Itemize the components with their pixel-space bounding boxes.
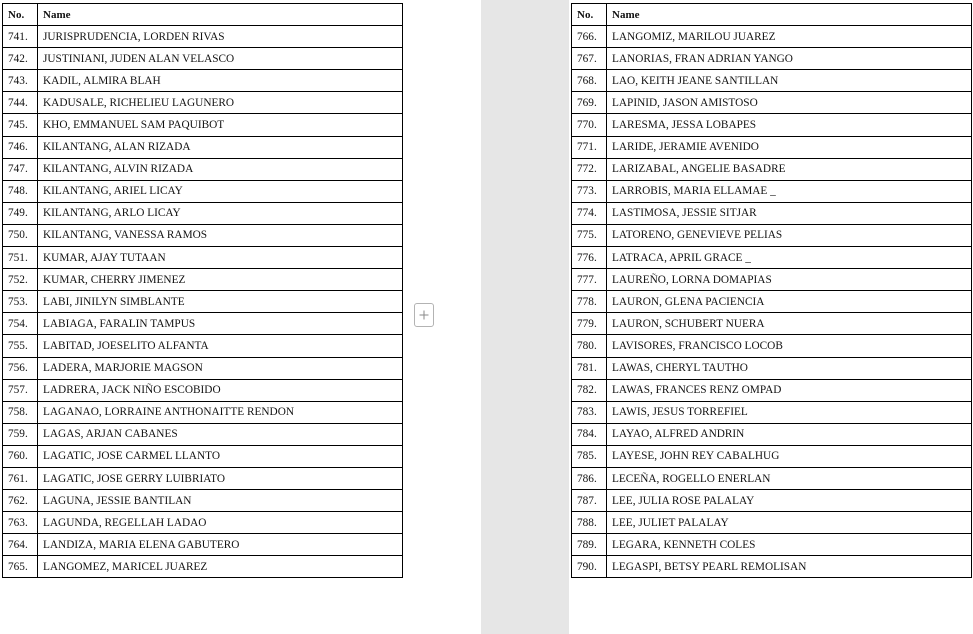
table-row: [572, 357, 972, 379]
header-no: No.: [3, 4, 38, 26]
table-row: [3, 158, 403, 180]
row-number: 782.: [572, 379, 607, 401]
row-name: LEGARA, KENNETH COLES: [607, 534, 972, 556]
table-header-row: [572, 4, 972, 26]
table-row: [3, 247, 403, 269]
row-name: KILANTANG, ALAN RIZADA: [38, 136, 403, 158]
right-roster-table: [571, 3, 972, 578]
row-number: 779.: [572, 313, 607, 335]
table-row: [572, 26, 972, 48]
row-number: 763.: [3, 512, 38, 534]
row-number: 770.: [572, 114, 607, 136]
table-row: [572, 92, 972, 114]
row-number: 775.: [572, 224, 607, 246]
row-name: KUMAR, AJAY TUTAAN: [38, 247, 403, 269]
row-number: 773.: [572, 180, 607, 202]
row-number: 751.: [3, 247, 38, 269]
row-name: KILANTANG, ARLO LICAY: [38, 202, 403, 224]
row-number: 784.: [572, 423, 607, 445]
row-number: 764.: [3, 534, 38, 556]
row-number: 761.: [3, 467, 38, 489]
row-name: KHO, EMMANUEL SAM PAQUIBOT: [38, 114, 403, 136]
table-row: [3, 512, 403, 534]
row-name: LASTIMOSA, JESSIE SITJAR: [607, 202, 972, 224]
row-name: LATRACA, APRIL GRACE _: [607, 247, 972, 269]
row-name: LARIZABAL, ANGELIE BASADRE: [607, 158, 972, 180]
table-row: [572, 269, 972, 291]
table-row: [3, 467, 403, 489]
row-number: 765.: [3, 556, 38, 578]
table-row: [572, 70, 972, 92]
row-name: LECEÑA, ROGELLO ENERLAN: [607, 467, 972, 489]
row-number: 752.: [3, 269, 38, 291]
row-number: 774.: [572, 202, 607, 224]
table-row: [572, 467, 972, 489]
row-name: KILANTANG, VANESSA RAMOS: [38, 224, 403, 246]
row-name: KILANTANG, ALVIN RIZADA: [38, 158, 403, 180]
table-row: [3, 291, 403, 313]
row-number: 741.: [3, 26, 38, 48]
row-name: LAGATIC, JOSE GERRY LUIBRIATO: [38, 467, 403, 489]
row-name: LANDIZA, MARIA ELENA GABUTERO: [38, 534, 403, 556]
row-number: 750.: [3, 224, 38, 246]
row-number: 755.: [3, 335, 38, 357]
table-row: [3, 556, 403, 578]
header-name: Name: [38, 4, 403, 26]
row-number: 768.: [572, 70, 607, 92]
row-number: 780.: [572, 335, 607, 357]
row-number: 781.: [572, 357, 607, 379]
table-row: [3, 136, 403, 158]
table-row: [572, 556, 972, 578]
row-name: LAVISORES, FRANCISCO LOCOB: [607, 335, 972, 357]
row-number: 762.: [3, 490, 38, 512]
table-row: [3, 224, 403, 246]
table-row: [3, 313, 403, 335]
row-name: KUMAR, CHERRY JIMENEZ: [38, 269, 403, 291]
table-row: [572, 379, 972, 401]
row-number: 754.: [3, 313, 38, 335]
row-name: LATORENO, GENEVIEVE PELIAS: [607, 224, 972, 246]
row-name: KILANTANG, ARIEL LICAY: [38, 180, 403, 202]
row-name: JURISPRUDENCIA, LORDEN RIVAS: [38, 26, 403, 48]
row-name: LAGANAO, LORRAINE ANTHONAITTE RENDON: [38, 401, 403, 423]
row-name: LEE, JULIA ROSE PALALAY: [607, 490, 972, 512]
row-name: LAURON, GLENA PACIENCIA: [607, 291, 972, 313]
table-row: [3, 445, 403, 467]
row-name: LAYAO, ALFRED ANDRIN: [607, 423, 972, 445]
row-number: 778.: [572, 291, 607, 313]
row-name: LAURON, SCHUBERT NUERA: [607, 313, 972, 335]
add-row-button[interactable]: [414, 303, 434, 327]
header-name: Name: [607, 4, 972, 26]
row-name: LANORIAS, FRAN ADRIAN YANGO: [607, 48, 972, 70]
table-row: [3, 357, 403, 379]
row-name: LAGAS, ARJAN CABANES: [38, 423, 403, 445]
table-row: [572, 512, 972, 534]
row-name: LAO, KEITH JEANE SANTILLAN: [607, 70, 972, 92]
row-name: LANGOMEZ, MARICEL JUAREZ: [38, 556, 403, 578]
table-row: [572, 534, 972, 556]
row-number: 747.: [3, 158, 38, 180]
row-name: LEE, JULIET PALALAY: [607, 512, 972, 534]
table-row: [3, 180, 403, 202]
row-name: LAGATIC, JOSE CARMEL LLANTO: [38, 445, 403, 467]
row-name: LEGASPI, BETSY PEARL REMOLISAN: [607, 556, 972, 578]
row-name: LAPINID, JASON AMISTOSO: [607, 92, 972, 114]
row-number: 786.: [572, 467, 607, 489]
row-number: 787.: [572, 490, 607, 512]
left-roster-table: [2, 3, 403, 578]
row-number: 790.: [572, 556, 607, 578]
row-name: KADUSALE, RICHELIEU LAGUNERO: [38, 92, 403, 114]
table-row: [3, 534, 403, 556]
row-name: JUSTINIANI, JUDEN ALAN VELASCO: [38, 48, 403, 70]
table-row: [572, 335, 972, 357]
row-number: 788.: [572, 512, 607, 534]
row-number: 748.: [3, 180, 38, 202]
row-number: 769.: [572, 92, 607, 114]
table-row: [572, 445, 972, 467]
row-name: LABIAGA, FARALIN TAMPUS: [38, 313, 403, 335]
row-name: LANGOMIZ, MARILOU JUAREZ: [607, 26, 972, 48]
row-number: 760.: [3, 445, 38, 467]
row-number: 783.: [572, 401, 607, 423]
row-number: 753.: [3, 291, 38, 313]
table-row: [572, 401, 972, 423]
table-row: [3, 92, 403, 114]
table-row: [3, 202, 403, 224]
plus-icon: [419, 310, 429, 320]
row-name: LADERA, MARJORIE MAGSON: [38, 357, 403, 379]
row-number: 749.: [3, 202, 38, 224]
table-row: [3, 48, 403, 70]
row-number: 776.: [572, 247, 607, 269]
row-number: 758.: [3, 401, 38, 423]
table-row: [572, 291, 972, 313]
row-number: 756.: [3, 357, 38, 379]
table-row: [572, 180, 972, 202]
row-number: 767.: [572, 48, 607, 70]
row-name: LARESMA, JESSA LOBAPES: [607, 114, 972, 136]
header-no: No.: [572, 4, 607, 26]
row-number: 771.: [572, 136, 607, 158]
row-name: LADRERA, JACK NIÑO ESCOBIDO: [38, 379, 403, 401]
row-number: 777.: [572, 269, 607, 291]
table-row: [572, 313, 972, 335]
table-row: [572, 158, 972, 180]
row-number: 766.: [572, 26, 607, 48]
row-name: KADIL, ALMIRA BLAH: [38, 70, 403, 92]
row-number: 757.: [3, 379, 38, 401]
row-number: 772.: [572, 158, 607, 180]
row-name: LAWAS, CHERYL TAUTHO: [607, 357, 972, 379]
row-number: 789.: [572, 534, 607, 556]
row-number: 746.: [3, 136, 38, 158]
table-row: [572, 224, 972, 246]
row-name: LABI, JINILYN SIMBLANTE: [38, 291, 403, 313]
table-row: [572, 136, 972, 158]
row-number: 744.: [3, 92, 38, 114]
table-row: [3, 379, 403, 401]
row-number: 785.: [572, 445, 607, 467]
table-row: [3, 335, 403, 357]
row-name: LAWIS, JESUS TORREFIEL: [607, 401, 972, 423]
row-name: LARIDE, JERAMIE AVENIDO: [607, 136, 972, 158]
table-row: [572, 114, 972, 136]
table-row: [572, 202, 972, 224]
table-row: [572, 247, 972, 269]
table-row: [3, 26, 403, 48]
table-row: [3, 70, 403, 92]
row-name: LARROBIS, MARIA ELLAMAE _: [607, 180, 972, 202]
table-row: [3, 490, 403, 512]
page-divider: [481, 0, 569, 634]
row-number: 742.: [3, 48, 38, 70]
row-name: LAGUNA, JESSIE BANTILAN: [38, 490, 403, 512]
table-row: [572, 490, 972, 512]
row-name: LAUREÑO, LORNA DOMAPIAS: [607, 269, 972, 291]
row-number: 745.: [3, 114, 38, 136]
table-row: [572, 48, 972, 70]
table-row: [572, 423, 972, 445]
row-name: LAGUNDA, REGELLAH LADAO: [38, 512, 403, 534]
row-number: 743.: [3, 70, 38, 92]
table-row: [3, 114, 403, 136]
table-row: [3, 423, 403, 445]
row-name: LABITAD, JOESELITO ALFANTA: [38, 335, 403, 357]
row-number: 759.: [3, 423, 38, 445]
row-name: LAYESE, JOHN REY CABALHUG: [607, 445, 972, 467]
table-row: [3, 269, 403, 291]
table-header-row: [3, 4, 403, 26]
table-row: [3, 401, 403, 423]
row-name: LAWAS, FRANCES RENZ OMPAD: [607, 379, 972, 401]
